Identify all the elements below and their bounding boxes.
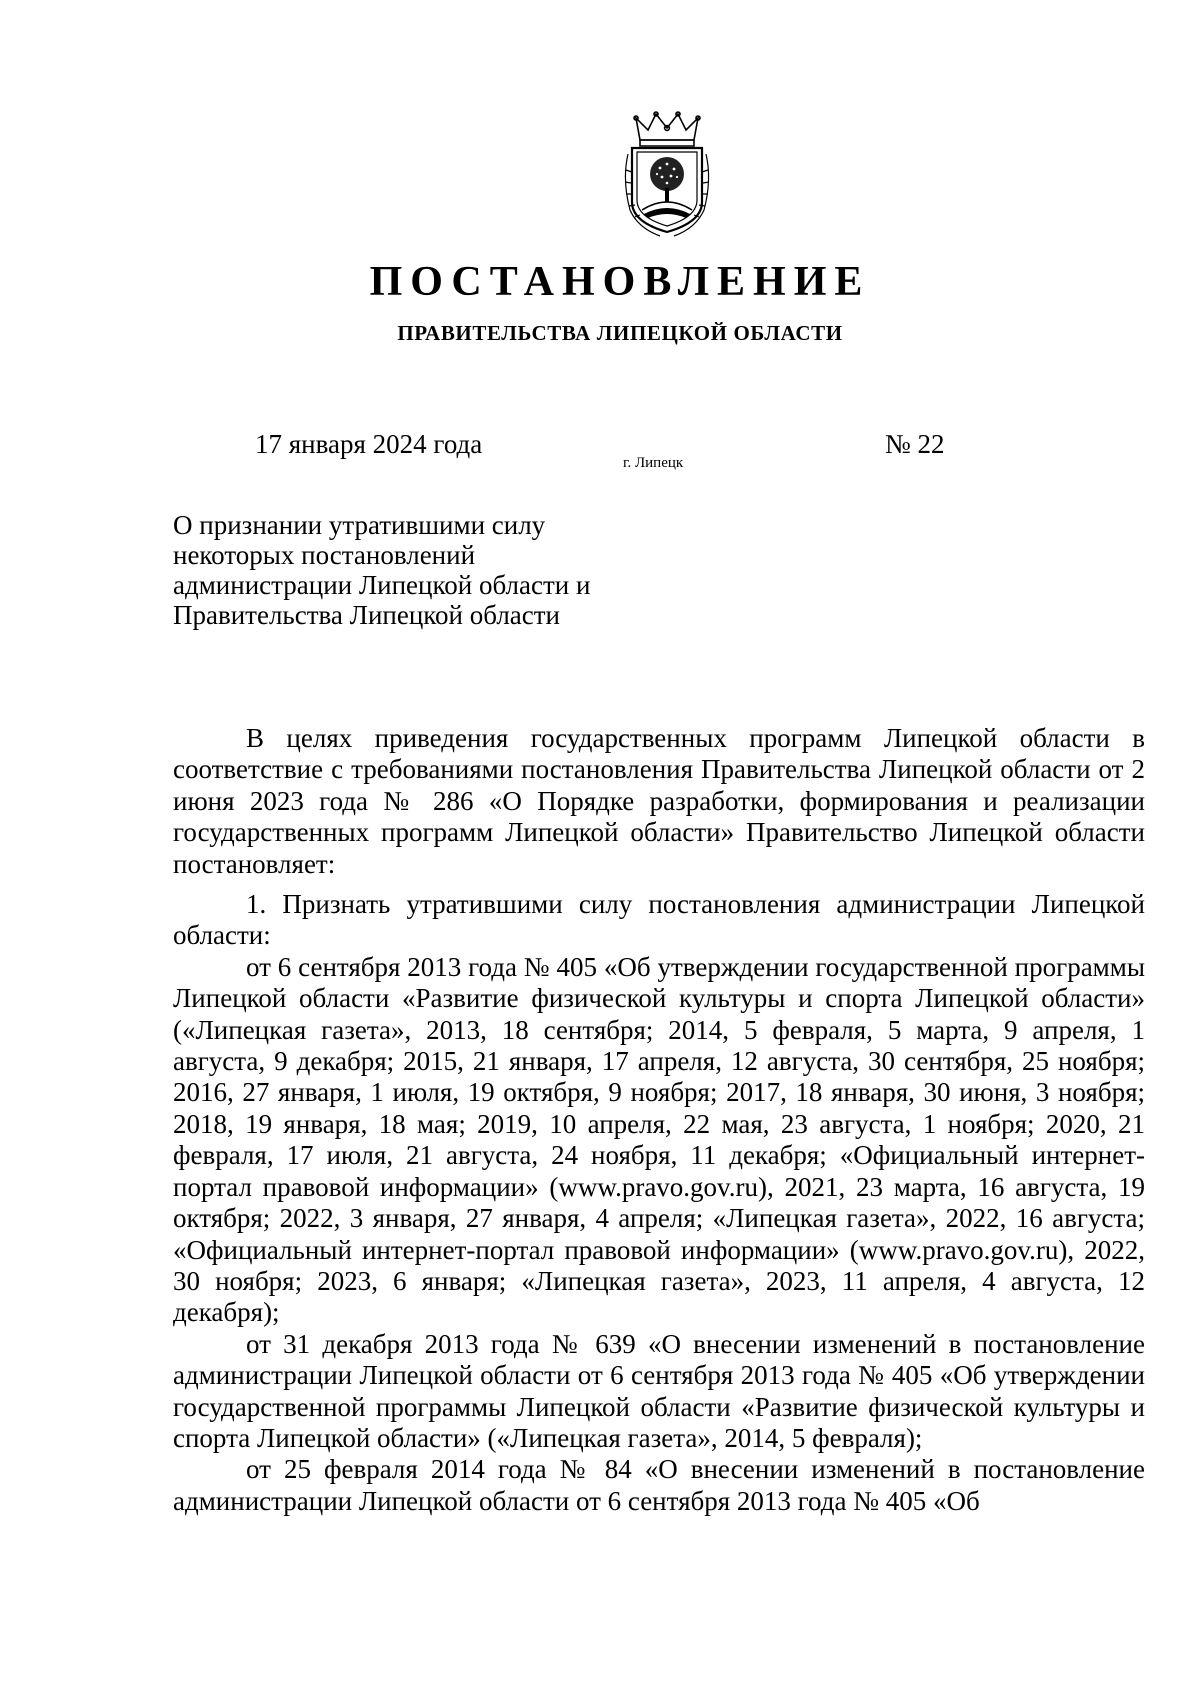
document-number: № 22 xyxy=(885,429,945,459)
subject-line: некоторых постановлений xyxy=(173,540,476,570)
coat-of-arms-emblem xyxy=(620,110,714,238)
item-1-paragraph: 1. Признать утратившими силу постановления администрации Липецкой области: xyxy=(173,889,1145,951)
document-body xyxy=(173,723,1145,1517)
repealed-act-entry: от 31 декабря 2013 года № 639 «О внесении изменений в постановление администрации Липецкой области от 6 сентября 2013 года № 405 «Об утверждении государственной программы Липецкой области «Развитие физической культуры и спорта Липецкой области» («Липецкая газета», 2014, 5 февраля); xyxy=(173,1328,1145,1453)
subject-line: Правительства Липецкой области xyxy=(173,600,561,630)
repealed-act-entry: от 6 сентября 2013 года № 405 «Об утверждении государственной программы Липецкой области «Развитие физической культуры и спорта Липецкой области» («Липецкая газета», 2013, 18 сентября; 2014, 5 февраля, 5 марта, 9 апреля, 1 августа, 9 декабря; 2015, 21 января, 17 апреля, 12 августа, 30 сентября, 25 ноября; 2016, 27 января, 1 июля, 19 октября, 9 ноября; 2017, 18 января, 30 июня, 3 ноября; 2018, 19 января, 18 мая; 2019, 10 апреля, 22 мая, 23 августа, 1 ноября; 2020, 21 февраля, 17 июля, 21 августа, 24 ноября, 11 декабря; «Официальный интернет-портал правовой информации» (www.pravo.gov.ru), 2021, 23 марта, 16 августа, 19 октября; 2022, 3 января, 27 января, 4 апреля; «Липецкая газета», 2022, 16 августа; «Официальный интернет-портал правовой информации» (www.pravo.gov.ru), 2022, 30 ноября; 2023, 6 января; «Липецкая газета», 2023, 11 апреля, 4 августа, 12 декабря); xyxy=(173,951,1145,1328)
document-type-title: ПОСТАНОВЛЕНИЕ xyxy=(369,259,871,305)
preamble-paragraph: В целях приведения государственных программ Липецкой области в соответствие с требованиями постановления Правительства Липецкой области от 2 июня 2023 года № 286 «О Порядке разработки, формирования и реализации государственных программ Липецкой области» Правительство Липецкой области постановляет: xyxy=(173,723,1145,879)
subject-line: администрации Липецкой области и xyxy=(173,570,591,600)
repealed-act-entry: от 25 февраля 2014 года № 84 «О внесении изменений в постановление администрации Липецкой области от 6 сентября 2013 года № 405 «Об xyxy=(173,1454,1145,1516)
document-subject xyxy=(173,510,693,630)
issuing-authority: ПРАВИТЕЛЬСТВА ЛИПЕЦКОЙ ОБЛАСТИ xyxy=(397,321,843,345)
document-date: 17 января 2024 года xyxy=(255,429,483,459)
subject-line: О признании утратившими силу xyxy=(173,510,546,540)
document-city: г. Липецк xyxy=(623,455,684,471)
